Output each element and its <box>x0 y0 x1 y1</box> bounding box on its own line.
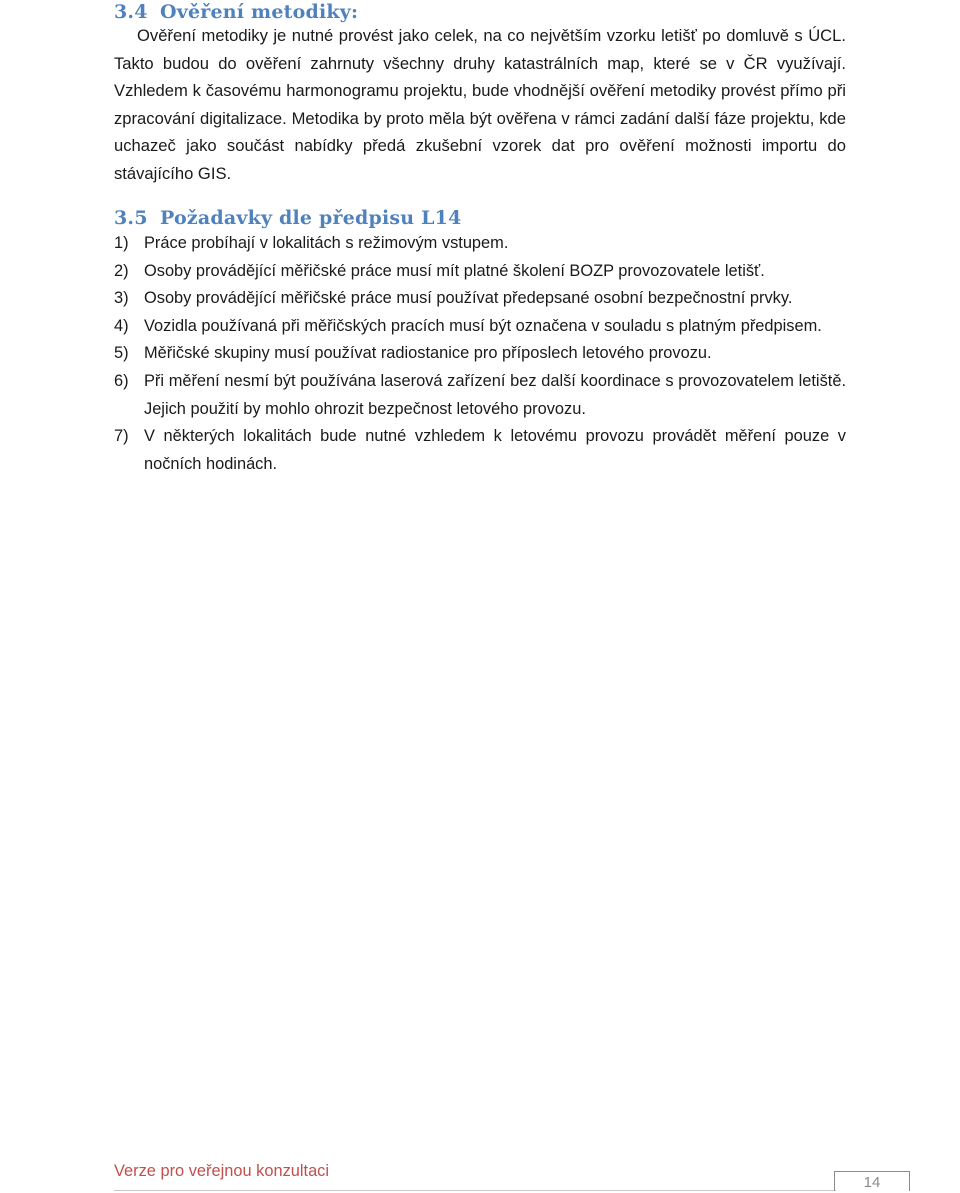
list-item <box>114 285 846 313</box>
section-number: 3.5 <box>114 207 148 229</box>
section-heading-3-4 <box>114 1 358 23</box>
list-marker: 6) <box>114 371 129 390</box>
list-marker: 5) <box>114 344 129 363</box>
list-item <box>114 368 846 423</box>
list-marker: 7) <box>114 427 129 446</box>
list-item-text: Měřičské skupiny musí používat radiostanice pro příposlech letového provozu. <box>144 344 712 363</box>
footer-version-label: Verze pro veřejnou konzultaci <box>114 1162 330 1180</box>
list-item-text: V některých lokalitách bude nutné vzhledem k letovému provozu provádět měření pouze v nočních hodinách. <box>144 427 846 473</box>
list-item <box>114 340 846 368</box>
section-title: Požadavky dle předpisu L14 <box>160 207 462 229</box>
page-number-box <box>834 1171 910 1191</box>
page-number: 14 <box>863 1174 881 1191</box>
footer-divider <box>114 1190 836 1191</box>
list-item-text: Osoby provádějící měřičské práce musí mít platné školení BOZP provozovatele letišť. <box>144 261 765 280</box>
requirements-list <box>114 230 846 478</box>
list-marker: 4) <box>114 316 129 335</box>
list-item <box>114 230 846 258</box>
list-marker: 2) <box>114 261 129 280</box>
list-item-text: Osoby provádějící měřičské práce musí používat předepsané osobní bezpečnostní prvky. <box>144 289 793 308</box>
section-heading-3-5 <box>114 207 462 229</box>
section-number: 3.4 <box>114 1 148 23</box>
list-item <box>114 423 846 478</box>
methodology-paragraph: Ověření metodiky je nutné provést jako celek, na co největším vzorku letišť po domluvě s ÚCL. Takto budou do ověření zahrnuty všechny druhy katastrálních map, které se v ČR využívají. Vzhledem k časovému harmonogramu projektu, bude vhodnější ověření metodiky provést přímo při zpracování digitalizace. Metodika by proto měla být ověřena v rámci zadání další fáze projektu, kde uchazeč jako součást nabídky předá zkušební vzorek dat pro ověření možnosti importu do stávajícího GIS. <box>114 26 846 183</box>
list-item-text: Vozidla používaná při měřičských pracích musí být označena v souladu s platným předpisem. <box>144 316 822 335</box>
list-item <box>114 313 846 341</box>
list-item <box>114 258 846 286</box>
list-marker: 3) <box>114 289 129 308</box>
section-title: Ověření metodiky: <box>160 1 359 23</box>
list-item-text: Práce probíhají v lokalitách s režimovým vstupem. <box>144 234 509 252</box>
list-item-text: Při měření nesmí být používána laserová zařízení bez další koordinace s provozovatelem letiště. Jejich použití by mohlo ohrozit bezpečnost letového provozu. <box>144 371 846 418</box>
list-marker: 1) <box>114 234 129 252</box>
